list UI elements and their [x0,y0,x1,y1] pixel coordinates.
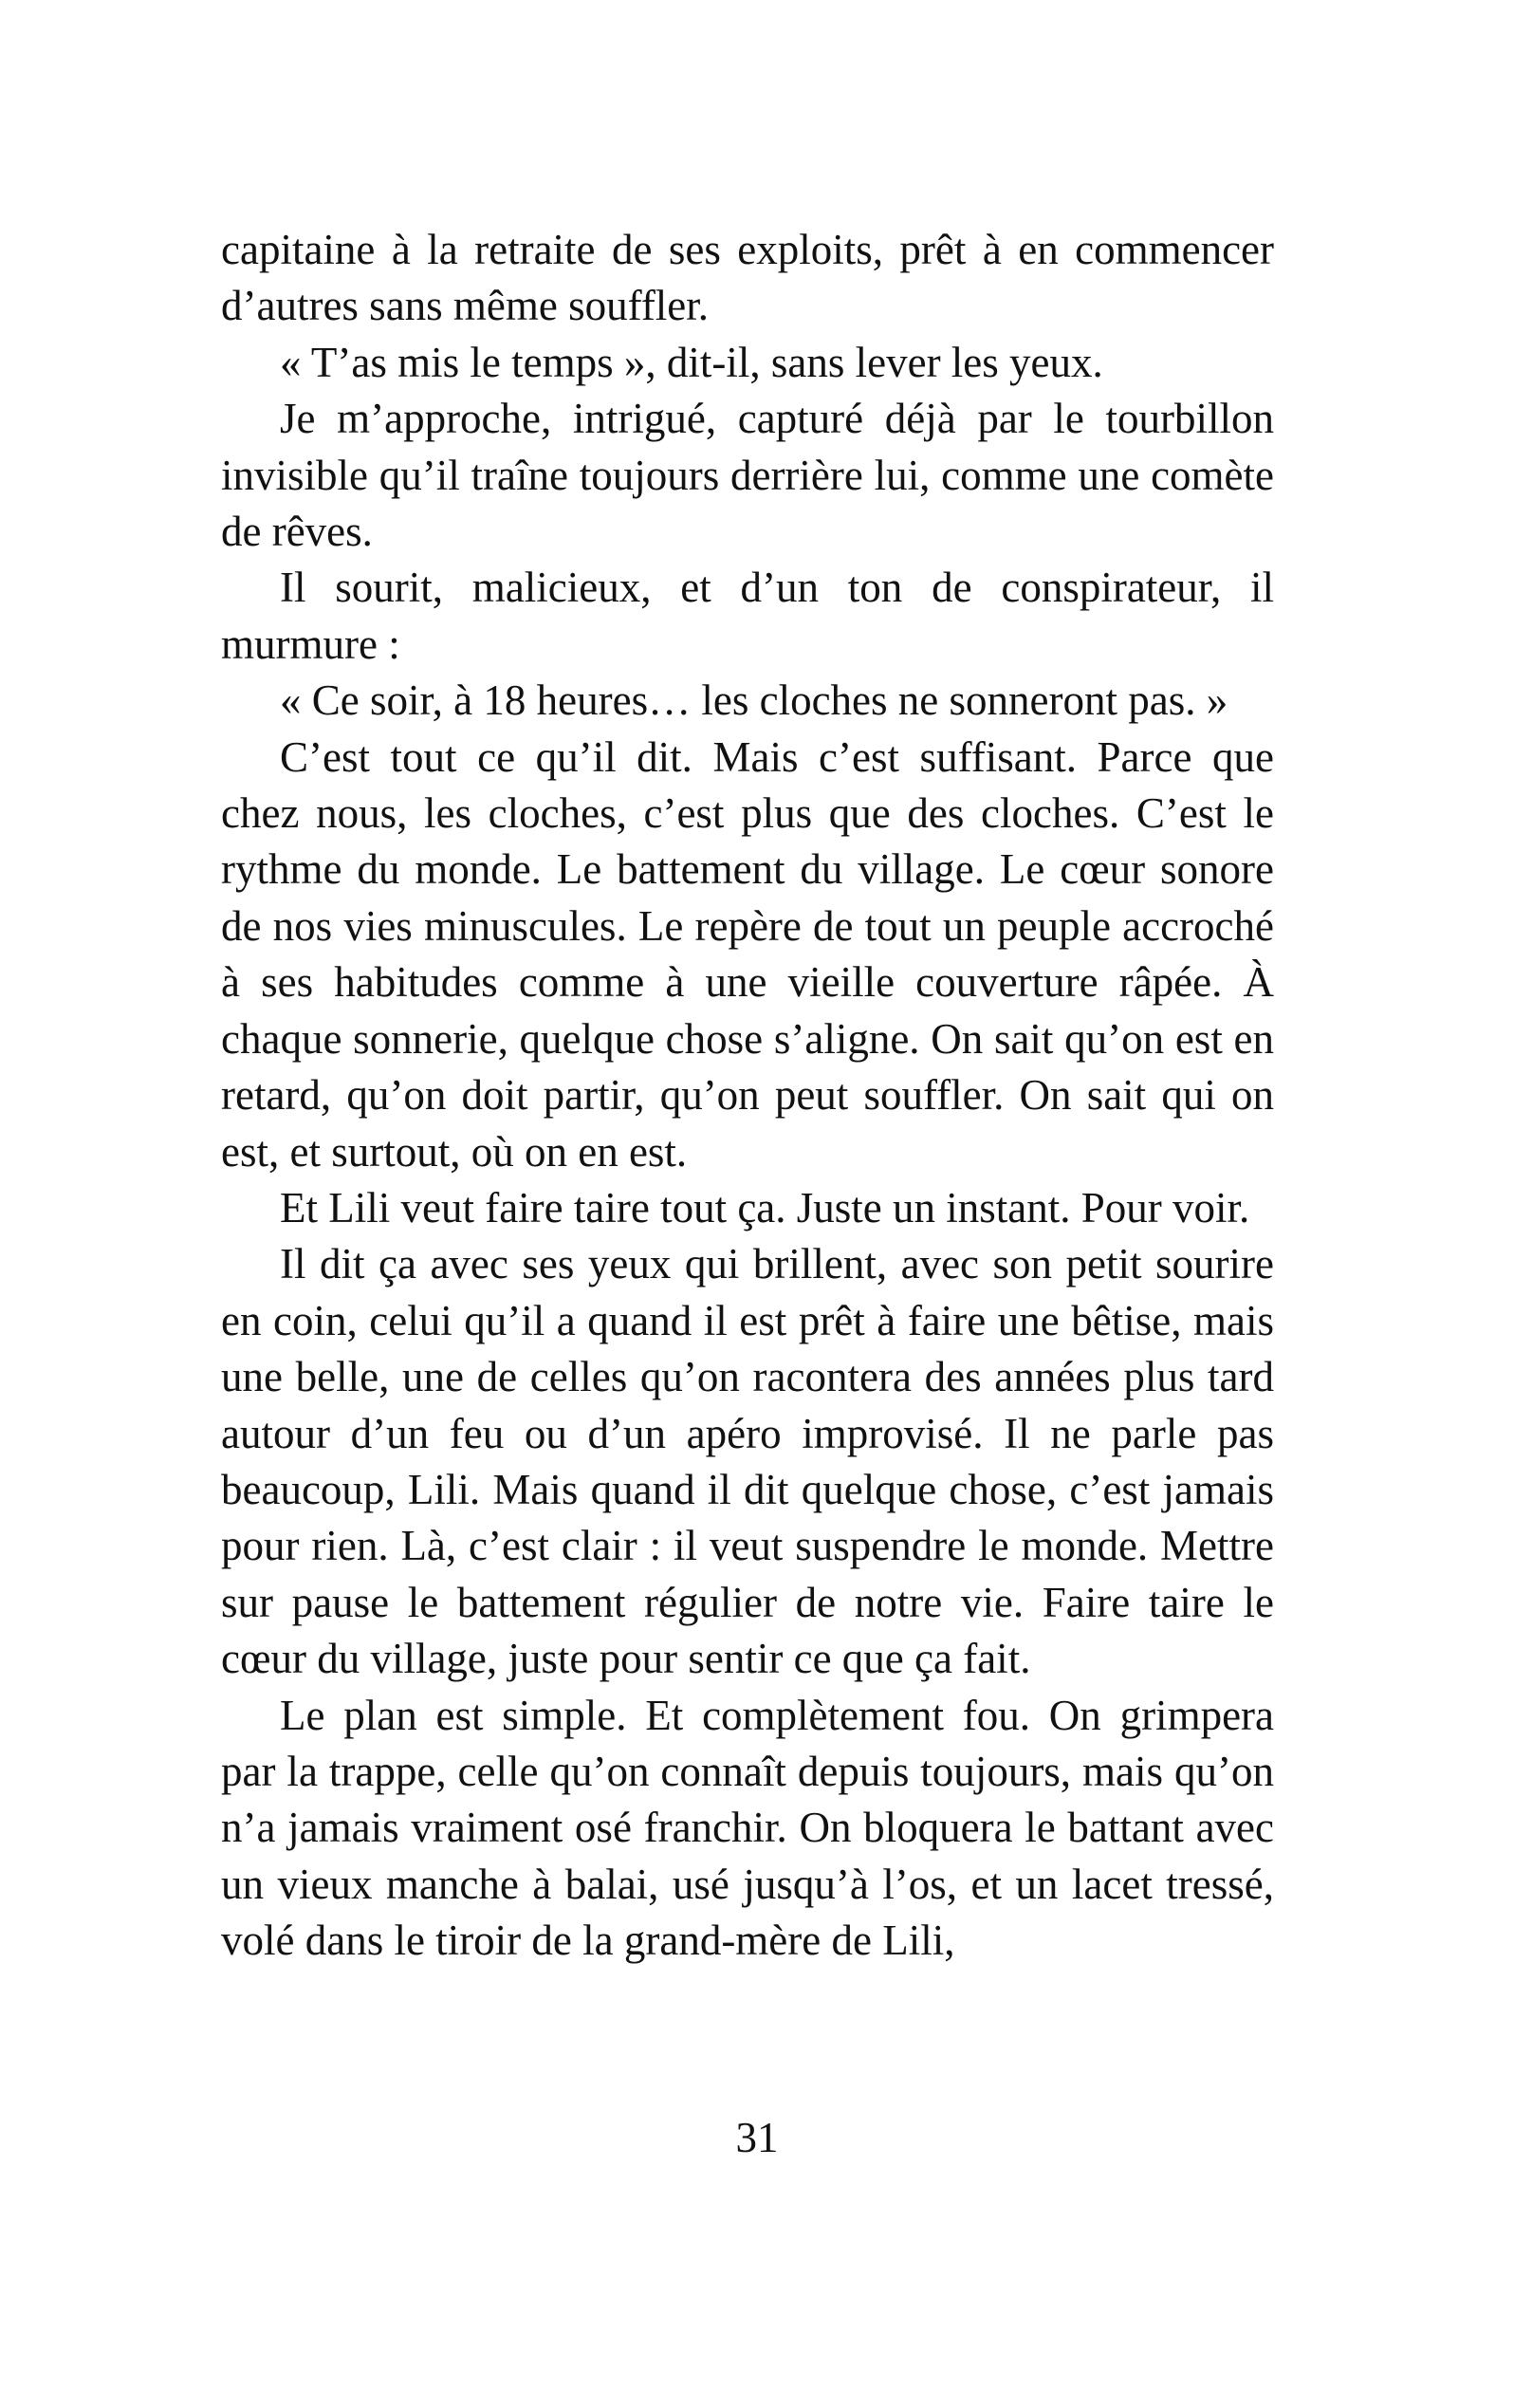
paragraph: « Ce soir, à 18 heures… les cloches ne sonneront pas. » [280,676,1228,725]
paragraph: Le plan est simple. Et complètement fou. On grimpera par la trappe, celle qu’on connaît depuis toujours, mais qu’on n’a jamais vraiment osé franchir. On bloquera le battant avec un vieux manche à balai, usé jusqu’à l’os, et un lacet tressé, volé dans le tiroir de la grand-mère de Lili, [221,1691,1274,1965]
body-text [221,222,1274,1970]
paragraph: Je m’approche, intrigué, capturé déjà par le tourbillon invisible qu’il traîne toujours derrière lui, comme une comète de rêves. [221,395,1274,556]
paragraph: « T’as mis le temps », dit-il, sans lever les yeux. [280,338,1103,386]
paragraph: Et Lili veut faire taire tout ça. Juste un instant. Pour voir. [280,1183,1250,1232]
paragraph: Il dit ça avec ses yeux qui brillent, avec son petit sourire en coin, celui qu’il a quand il est prêt à faire une bêtise, mais une belle, une de celles qu’on racontera des années plus tard autour d’un feu ou d’un apéro improvisé. Il ne parle pas beaucoup, Lili. Mais quand il dit quelque chose, c’est jamais pour rien. Là, c’est clair : il veut suspendre le monde. Mettre sur pause le battement régulier de notre vie. Faire taire le cœur du village, juste pour sentir ce que ça fait. [221,1240,1274,1683]
paragraph: capitaine à la retraite de ses exploits, prêt à en commencer d’autres sans même souffler. [221,226,1274,330]
page-number: 31 [735,2114,779,2161]
paragraph: Il sourit, malicieux, et d’un ton de conspirateur, il murmure : [221,564,1274,668]
paragraph: C’est tout ce qu’il dit. Mais c’est suffisant. Parce que chez nous, les cloches, c’est plus que des cloches. C’est le rythme du monde. Le battement du village. Le cœur sonore de nos vies minuscules. Le repère de tout un peuple accroché à ses habitudes comme à une vieille couverture râpée. À chaque sonnerie, quelque chose s’aligne. On sait qu’on est en retard, qu’on doit partir, qu’on peut souffler. On sait qui on est, et surtout, où on en est. [221,732,1274,1176]
